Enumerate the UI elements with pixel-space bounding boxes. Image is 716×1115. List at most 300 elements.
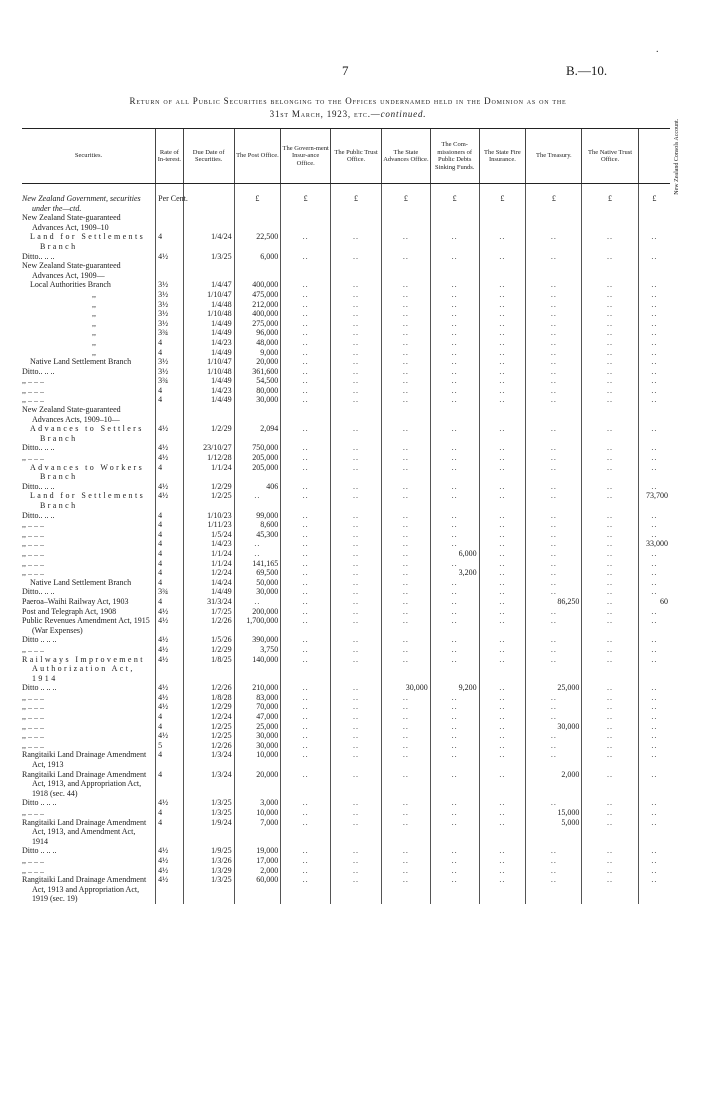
holding-value: 19,000 — [234, 846, 281, 856]
due-date: 1/10/47 — [183, 290, 234, 300]
holding-value: .. — [582, 463, 638, 482]
holding-value: .. — [430, 808, 479, 818]
holding-value: .. — [382, 808, 431, 818]
due-date: 1/2/24 — [183, 712, 234, 722]
due-date: 1/3/24 — [183, 750, 234, 769]
security-name: Ditto .. .. .. — [22, 635, 57, 645]
interest-rate: 3½ — [156, 309, 184, 319]
interest-rate: 4 — [156, 722, 184, 732]
security-name: Ditto .. .. .. — [22, 798, 57, 808]
title-line-2: 31st March, 1923, etc.—continued. — [269, 109, 427, 119]
holding-value: .. — [281, 511, 331, 521]
holding-value: .. — [430, 607, 479, 617]
holding-value: .. — [479, 587, 526, 597]
holding-value: .. — [638, 607, 670, 617]
security-name: ,, .. .. .. — [22, 712, 44, 722]
table-row — [22, 549, 670, 559]
holding-value: .. — [331, 846, 382, 856]
holding-value — [638, 213, 670, 232]
holding-value: .. — [331, 875, 382, 904]
holding-value: .. — [281, 722, 331, 732]
holding-value: .. — [331, 280, 382, 290]
holding-value: .. — [430, 645, 479, 655]
holding-value: .. — [582, 645, 638, 655]
due-date: 1/3/25 — [183, 252, 234, 262]
holding-value: .. — [479, 424, 526, 443]
holding-value: .. — [430, 482, 479, 492]
holding-value: .. — [430, 463, 479, 482]
document-reference: B.—10. — [566, 63, 608, 78]
holding-value: .. — [331, 750, 382, 769]
holding-value: .. — [479, 549, 526, 559]
security-name: ,, .. .. .. — [22, 539, 44, 549]
table-row — [22, 770, 670, 799]
security-name: Ditto.. .. .. — [22, 443, 55, 453]
holding-value: 30,000 — [382, 683, 431, 693]
holding-value: .. — [526, 616, 582, 635]
interest-rate: Per Cent. — [156, 184, 184, 214]
security-name: ,, .. .. .. — [22, 721, 44, 731]
interest-rate: 4½ — [156, 798, 184, 808]
interest-rate: 4½ — [156, 846, 184, 856]
holding-value: .. — [638, 463, 670, 482]
holding-value: .. — [638, 348, 670, 358]
holding-value: .. — [479, 338, 526, 348]
holding-value: .. — [430, 712, 479, 722]
table-row — [22, 655, 670, 684]
holding-value: .. — [582, 482, 638, 492]
holding-value: £ — [526, 184, 582, 214]
holding-value: .. — [331, 386, 382, 396]
holding-value: 50,000 — [234, 578, 281, 588]
holding-value: .. — [281, 712, 331, 722]
holding-value: .. — [281, 607, 331, 617]
holding-value: .. — [331, 616, 382, 635]
holding-value: .. — [526, 463, 582, 482]
holding-value: .. — [281, 645, 331, 655]
security-name: New Zealand Government, securities under the—ctd. — [22, 194, 141, 213]
due-date: 1/4/49 — [183, 328, 234, 338]
security-name: Post and Telegraph Act, 1908 — [22, 606, 117, 616]
security-name: Ditto.. .. .. — [22, 587, 55, 597]
security-name: ,, — [92, 328, 96, 338]
holding-value: .. — [331, 856, 382, 866]
table-row — [22, 511, 670, 521]
holding-value: .. — [526, 376, 582, 386]
holding-value: .. — [430, 722, 479, 732]
holding-value: .. — [281, 463, 331, 482]
holding-value: 140,000 — [234, 655, 281, 684]
security-name: Rangitaiki Land Drainage Amendment Act, 1913, and Appropriation Act, 1918 (sec. 44) — [22, 769, 147, 798]
holding-value: 99,000 — [234, 511, 281, 521]
security-name: Land for Settlements Branch — [30, 491, 146, 510]
holding-value: .. — [331, 712, 382, 722]
holding-value: 200,000 — [234, 607, 281, 617]
holding-value: £ — [331, 184, 382, 214]
holding-value: .. — [582, 722, 638, 732]
holding-value: .. — [382, 607, 431, 617]
holding-value: .. — [382, 338, 431, 348]
holding-value — [234, 213, 281, 232]
holding-value: .. — [638, 798, 670, 808]
holding-value: .. — [479, 578, 526, 588]
column-header: The Post Office. — [234, 129, 281, 184]
due-date: 1/10/47 — [183, 357, 234, 367]
holding-value: .. — [430, 616, 479, 635]
security-name: ,, — [92, 347, 96, 357]
security-name: ,, .. .. .. — [22, 376, 44, 386]
holding-value: 3,200 — [430, 568, 479, 578]
holding-value: .. — [582, 290, 638, 300]
security-name: Rangitaiki Land Drainage Amendment Act, 1913 and Appropriation Act, 1919 (sec. 19) — [22, 875, 147, 904]
holding-value: .. — [331, 702, 382, 712]
holding-value: .. — [526, 750, 582, 769]
holding-value: 80,000 — [234, 386, 281, 396]
holding-value: .. — [382, 376, 431, 386]
holding-value — [430, 405, 479, 424]
table-row — [22, 741, 670, 751]
interest-rate: 4½ — [156, 252, 184, 262]
holding-value: .. — [331, 348, 382, 358]
title-continued: continued. — [380, 109, 427, 119]
holding-value: .. — [526, 607, 582, 617]
holding-value: .. — [382, 712, 431, 722]
interest-rate: 4 — [156, 530, 184, 540]
holding-value: .. — [638, 482, 670, 492]
holding-value: .. — [479, 693, 526, 703]
holding-value: .. — [638, 722, 670, 732]
holding-value: 25,000 — [526, 683, 582, 693]
holding-value: .. — [638, 328, 670, 338]
holding-value: .. — [281, 770, 331, 799]
security-name: ,, .. .. .. — [22, 865, 44, 875]
due-date: 1/2/29 — [183, 424, 234, 443]
security-name: Ditto.. .. .. — [22, 251, 55, 261]
holding-value: .. — [526, 549, 582, 559]
holding-value: .. — [331, 367, 382, 377]
holding-value: .. — [526, 232, 582, 251]
holding-value: .. — [638, 232, 670, 251]
column-header: Securities. — [22, 129, 156, 184]
holding-value: .. — [638, 818, 670, 847]
security-name: ,, .. .. .. — [22, 808, 44, 817]
due-date: 1/4/23 — [183, 539, 234, 549]
table-row — [22, 635, 670, 645]
holding-value: .. — [582, 846, 638, 856]
holding-value: 6,000 — [234, 252, 281, 262]
holding-value: 69,500 — [234, 568, 281, 578]
holding-value: .. — [281, 280, 331, 290]
holding-value: .. — [526, 367, 582, 377]
holding-value: .. — [382, 635, 431, 645]
holding-value: .. — [582, 338, 638, 348]
holding-value: .. — [382, 722, 431, 732]
security-name: Rangitaiki Land Drainage Amendment Act, 1913 — [22, 750, 147, 770]
table-row — [22, 798, 670, 808]
holding-value — [430, 213, 479, 232]
interest-rate: 4½ — [156, 702, 184, 712]
holding-value: .. — [430, 875, 479, 904]
holding-value: .. — [281, 635, 331, 645]
due-date: 1/9/25 — [183, 846, 234, 856]
holding-value: .. — [382, 875, 431, 904]
holding-value: .. — [479, 655, 526, 684]
holding-value: .. — [526, 568, 582, 578]
table-row — [22, 866, 670, 876]
holding-value: .. — [382, 290, 431, 300]
table-row — [22, 463, 670, 482]
holding-value: .. — [430, 818, 479, 847]
holding-value: .. — [430, 338, 479, 348]
holding-value: .. — [638, 655, 670, 684]
interest-rate: 4 — [156, 232, 184, 251]
holding-value: .. — [331, 549, 382, 559]
holding-value: .. — [582, 683, 638, 693]
table-row — [22, 559, 670, 569]
table-row — [22, 280, 670, 290]
holding-value: .. — [526, 443, 582, 453]
holding-value — [331, 261, 382, 280]
holding-value: .. — [281, 856, 331, 866]
holding-value: .. — [281, 232, 331, 251]
interest-rate: 4½ — [156, 693, 184, 703]
table-row — [22, 367, 670, 377]
column-header: The State Advances Office. — [382, 129, 431, 184]
table-row — [22, 319, 670, 329]
holding-value — [331, 405, 382, 424]
holding-value: .. — [582, 319, 638, 329]
holding-value: 25,000 — [234, 722, 281, 732]
holding-value: .. — [430, 511, 479, 521]
holding-value: .. — [281, 683, 331, 693]
holding-value: .. — [430, 376, 479, 386]
interest-rate: 3½ — [156, 367, 184, 377]
holding-value: .. — [526, 511, 582, 521]
table-header — [22, 118, 680, 195]
due-date: 1/3/25 — [183, 798, 234, 808]
due-date — [183, 213, 234, 232]
holding-value: 9,200 — [430, 683, 479, 693]
due-date: 1/1/24 — [183, 559, 234, 569]
holding-value — [281, 261, 331, 280]
table-row — [22, 818, 670, 847]
holding-value: .. — [479, 328, 526, 338]
due-date: 1/4/48 — [183, 300, 234, 310]
table-row — [22, 530, 670, 540]
holding-value: .. — [479, 357, 526, 367]
due-date: 1/3/24 — [183, 770, 234, 799]
holding-value: .. — [382, 520, 431, 530]
holding-value: .. — [281, 348, 331, 358]
holding-value — [479, 213, 526, 232]
security-name: ,, — [92, 299, 96, 309]
holding-value: 73,700 — [638, 491, 670, 510]
holding-value: .. — [331, 578, 382, 588]
holding-value: .. — [382, 319, 431, 329]
holding-value: .. — [638, 712, 670, 722]
holding-value: 54,500 — [234, 376, 281, 386]
holding-value: .. — [331, 568, 382, 578]
holding-value: .. — [331, 645, 382, 655]
holding-value: .. — [430, 367, 479, 377]
holding-value: .. — [479, 539, 526, 549]
holding-value: .. — [281, 798, 331, 808]
due-date: 1/5/24 — [183, 530, 234, 540]
security-name: ,, .. .. .. — [22, 855, 44, 865]
security-name: ,, — [92, 337, 96, 347]
table-row — [22, 568, 670, 578]
holding-value: .. — [382, 328, 431, 338]
security-name: ,, .. .. .. — [22, 385, 44, 395]
holding-value: .. — [281, 376, 331, 386]
table-row — [22, 702, 670, 712]
interest-rate: 4½ — [156, 607, 184, 617]
holding-value: .. — [479, 232, 526, 251]
due-date: 1/4/49 — [183, 587, 234, 597]
holding-value: .. — [479, 367, 526, 377]
due-date: 1/2/25 — [183, 491, 234, 510]
holding-value: .. — [331, 539, 382, 549]
interest-rate: 4½ — [156, 424, 184, 443]
holding-value: .. — [526, 453, 582, 463]
holding-value: .. — [382, 645, 431, 655]
holding-value: .. — [638, 846, 670, 856]
security-name: Ditto.. .. .. — [22, 481, 55, 491]
table-row — [22, 376, 670, 386]
interest-rate: 4½ — [156, 616, 184, 635]
security-name: ,, .. .. .. — [22, 644, 44, 654]
interest-rate: 4½ — [156, 645, 184, 655]
holding-value: .. — [430, 232, 479, 251]
holding-value: .. — [430, 491, 479, 510]
holding-value: .. — [479, 645, 526, 655]
holding-value: .. — [430, 539, 479, 549]
holding-value: .. — [638, 453, 670, 463]
table-row — [22, 395, 670, 405]
holding-value: .. — [281, 482, 331, 492]
holding-value: .. — [526, 520, 582, 530]
holding-value: .. — [479, 511, 526, 521]
holding-value: .. — [479, 808, 526, 818]
holding-value: .. — [331, 683, 382, 693]
holding-value: .. — [582, 693, 638, 703]
table-row — [22, 232, 670, 251]
holding-value: .. — [430, 280, 479, 290]
column-header: The Govern-ment Insur-ance Office. — [281, 129, 331, 184]
holding-value: .. — [479, 798, 526, 808]
holding-value: .. — [479, 280, 526, 290]
holding-value: .. — [331, 376, 382, 386]
security-name: Ditto.. .. .. — [22, 366, 55, 376]
holding-value: .. — [430, 319, 479, 329]
holding-value: .. — [382, 655, 431, 684]
holding-value: 10,000 — [234, 808, 281, 818]
security-name: ,, .. .. .. — [22, 529, 44, 539]
due-date: 1/2/29 — [183, 702, 234, 712]
holding-value: 8,600 — [234, 520, 281, 530]
holding-value: .. — [526, 587, 582, 597]
security-name: ,, .. .. .. — [22, 520, 44, 530]
interest-rate: 4 — [156, 539, 184, 549]
holding-value: .. — [526, 798, 582, 808]
holding-value: .. — [234, 549, 281, 559]
holding-value: .. — [430, 597, 479, 607]
interest-rate: 3¾ — [156, 587, 184, 597]
interest-rate: 4½ — [156, 856, 184, 866]
due-date — [183, 184, 234, 214]
holding-value: .. — [382, 798, 431, 808]
holding-value: 210,000 — [234, 683, 281, 693]
holding-value: .. — [582, 424, 638, 443]
due-date: 1/2/29 — [183, 645, 234, 655]
holding-value: .. — [331, 357, 382, 367]
holding-value: .. — [331, 463, 382, 482]
table-row — [22, 712, 670, 722]
holding-value: .. — [331, 722, 382, 732]
holding-value: .. — [582, 607, 638, 617]
interest-rate: 4 — [156, 712, 184, 722]
holding-value: .. — [430, 530, 479, 540]
holding-value: .. — [430, 252, 479, 262]
holding-value: .. — [479, 463, 526, 482]
holding-value — [526, 261, 582, 280]
due-date: 1/5/26 — [183, 635, 234, 645]
holding-value: .. — [479, 635, 526, 645]
holding-value: .. — [638, 741, 670, 751]
table-row — [22, 261, 670, 280]
holding-value: .. — [382, 386, 431, 396]
due-date: 1/10/23 — [183, 511, 234, 521]
holding-value: .. — [281, 290, 331, 300]
holding-value: 6,000 — [430, 549, 479, 559]
holding-value: .. — [582, 300, 638, 310]
due-date: 1/2/24 — [183, 568, 234, 578]
holding-value: .. — [281, 443, 331, 453]
due-date: 1/2/26 — [183, 616, 234, 635]
security-name: Public Revenues Amendment Act, 1915 (War Expenses) — [22, 616, 150, 635]
security-name: ,, .. .. .. — [22, 740, 44, 750]
holding-value: .. — [582, 655, 638, 684]
interest-rate: 4 — [156, 348, 184, 358]
holding-value: 30,000 — [234, 741, 281, 751]
table-row — [22, 338, 670, 348]
holding-value: 20,000 — [234, 770, 281, 799]
interest-rate: 4 — [156, 808, 184, 818]
holding-value: 45,300 — [234, 530, 281, 540]
holding-value: .. — [430, 846, 479, 856]
holding-value: .. — [582, 520, 638, 530]
holding-value: .. — [479, 722, 526, 732]
holding-value: .. — [582, 309, 638, 319]
holding-value: 475,000 — [234, 290, 281, 300]
interest-rate: 4 — [156, 511, 184, 521]
holding-value: .. — [331, 530, 382, 540]
holding-value: .. — [479, 319, 526, 329]
holding-value: .. — [638, 770, 670, 799]
table-row — [22, 453, 670, 463]
holding-value: .. — [430, 655, 479, 684]
holding-value: .. — [638, 511, 670, 521]
holding-value: .. — [526, 741, 582, 751]
holding-value: .. — [331, 232, 382, 251]
holding-value: .. — [281, 530, 331, 540]
holding-value: .. — [638, 376, 670, 386]
security-name: ,, .. .. .. — [22, 558, 44, 568]
due-date: 1/8/25 — [183, 655, 234, 684]
security-name: ,, .. .. .. — [22, 568, 44, 578]
holding-value: .. — [479, 846, 526, 856]
interest-rate: 4½ — [156, 683, 184, 693]
